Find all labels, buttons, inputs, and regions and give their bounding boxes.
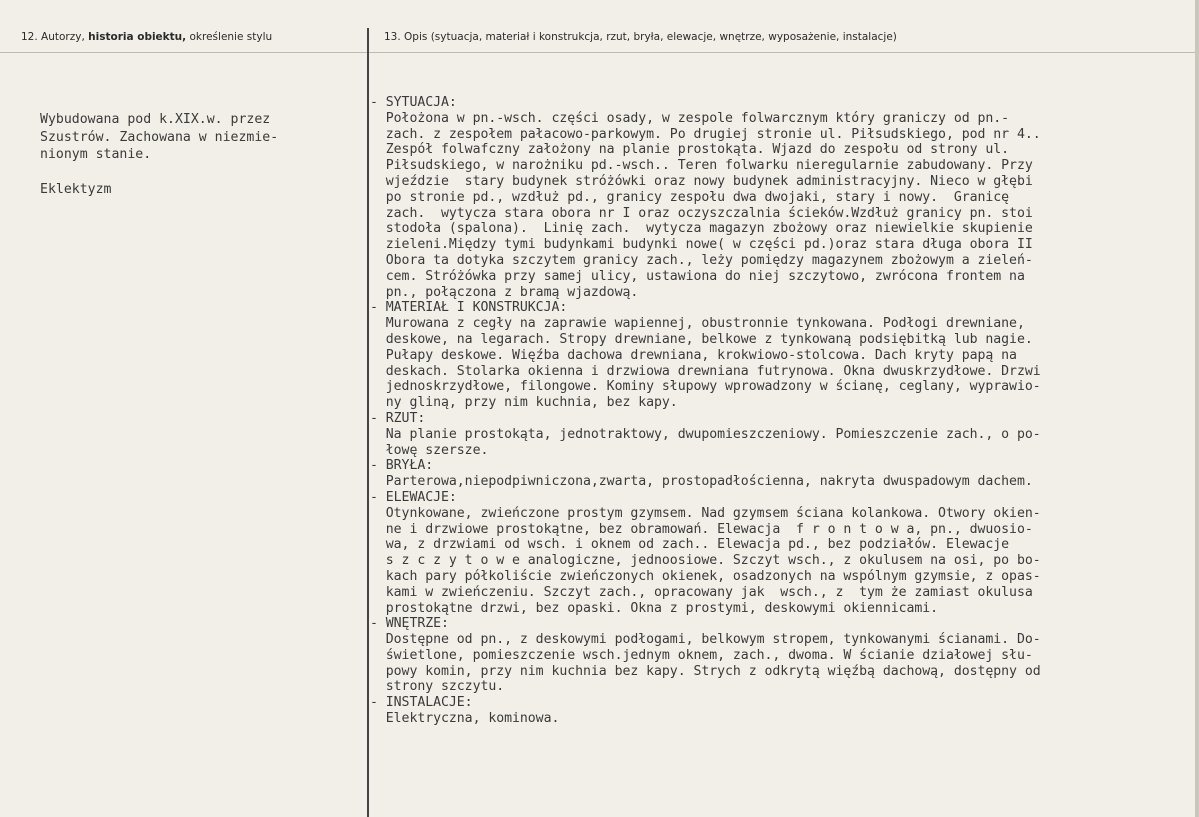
description-line: po stronie pd., wzdłuż pd., granicy zespołu dwa dwojaki, stary i nowy. Granicę xyxy=(370,189,1010,205)
section-12-label-a: Autorzy, xyxy=(41,31,85,43)
description-line: Dostępne od pn., z deskowymi podłogami, belkowym stropem, tynkowanymi ścianami. Do- xyxy=(370,632,1041,648)
description-line: ne i drzwiowe prostokątne, bez obramowań. Elewacja f r o n t o w a, pn., dwuosio- xyxy=(370,521,1033,537)
description-line: Murowana z cegły na zaprawie wapiennej, obustronnie tynkowana. Podłogi drewniane, xyxy=(370,316,1025,332)
description-line: zach. wytycza stara obora nr I oraz oczyszczalnia ścieków.Wzdłuż granicy pn. stoi xyxy=(370,205,1033,221)
description-line: Elektryczna, kominowa. xyxy=(370,711,560,727)
description-line: deskach. Stolarka okienna i drzwiowa drewniana futrynowa. Okna dwuskrzydłowe. Drzwi xyxy=(370,363,1041,379)
description-line: zach. z zespołem pałacowo-parkowym. Po drugiej stronie ul. Piłsudskiego, pod nr 4.. xyxy=(370,126,1041,142)
section-13-label: Opis (sytuacja, materiał i konstrukcja, rzut, bryła, elewacje, wnętrze, wyposażenie, instalacje) xyxy=(404,31,897,43)
section-12-number: 12. xyxy=(21,31,38,43)
description-line: - INSTALACJE: xyxy=(370,695,473,711)
description-line: deskowe, na legarach. Stropy drewniane, belkowe z tynkowaną podsiębitką lub nagie. xyxy=(370,331,1033,347)
description-line: Otynkowane, zwieńczone prostym gzymsem. Nad gzymsem ściana kolankowa. Otwory okien- xyxy=(370,505,1041,521)
section-12-header xyxy=(21,31,272,43)
description-line: wa, z drzwiami od wsch. i oknem od zach.. Elewacja pd., bez podziałów. Elewacje xyxy=(370,537,1010,553)
description-text xyxy=(370,95,1041,727)
description-line: Na planie prostokąta, jednotraktowy, dwupomieszczeniowy. Pomieszczenie zach., o po- xyxy=(370,426,1041,442)
description-line: zieleni.Między tymi budynkami budynki nowe( w części pd.)oraz stara długa obora II xyxy=(370,237,1033,253)
left-text-line: nionym stanie. xyxy=(40,147,152,163)
description-line: - BRYŁA: xyxy=(370,458,434,474)
authors-history-text xyxy=(40,111,278,199)
description-line: kach pary półkoliście zwieńczonych okienek, osadzonych na wspólnym gzymsie, z opas- xyxy=(370,568,1041,584)
description-line: Obora ta dotyka szczytem granicy zach., leży pomiędzy magazynem zbożowym a zieleń- xyxy=(370,252,1033,268)
left-text-line: Wybudowana pod k.XIX.w. przez xyxy=(40,112,271,127)
description-line: łowę szersze. xyxy=(370,442,489,458)
description-line: jednoskrzydłowe, filongowe. Kominy słupowy wprowadzony w ścianę, ceglany, wyprawio- xyxy=(370,379,1041,395)
description-line: - MATERIAŁ I KONSTRUKCJA: xyxy=(370,300,568,316)
column-divider xyxy=(367,28,369,817)
left-text-line: Szustrów. Zachowana w niezmie- xyxy=(40,129,279,145)
description-line: - ELEWACJE: xyxy=(370,489,457,505)
description-line: świetlone, pomieszczenie wsch.jednym oknem, zach., dwoma. W ścianie działowej słu- xyxy=(370,647,1033,663)
description-line: prostokątne drzwi, bez opaski. Okna z prostymi, deskowymi okiennicami. xyxy=(370,600,939,616)
description-line: strony szczytu. xyxy=(370,679,505,695)
description-line: cem. Stróżówka przy samej ulicy, ustawiona do niej szczytowo, zwrócona frontem na xyxy=(370,268,1025,284)
section-13-number: 13. xyxy=(384,31,401,43)
description-line: - SYTUACJA: xyxy=(370,95,457,110)
description-line: Pułapy deskowe. Więźba dachowa drewniana, krokwiowo-stolcowa. Dach kryty papą na xyxy=(370,347,1017,363)
section-13-header xyxy=(384,31,897,43)
description-line: Piłsudskiego, w narożniku pd.-wsch.. Teren folwarku nieregularnie zabudowany. Przy xyxy=(370,158,1033,174)
section-12-label-bold: historia obiektu, xyxy=(88,31,187,43)
description-line: kami w zwieńczeniu. Szczyt zach., opracowany jak wsch., z tym że zamiast okulusa xyxy=(370,584,1033,600)
description-line: wjeździe stary budynek stróżówki oraz nowy budynek administracyjny. Nieco w głębi xyxy=(370,173,1033,189)
description-line: - WNĘTRZE: xyxy=(370,616,449,632)
description-line: stodoła (spalona). Linię zach. wytycza magazyn zbożowy oraz niewielkie skupienie xyxy=(370,221,1033,237)
description-line: Położona w pn.-wsch. części osady, w zespole folwarcznym który graniczy od pn.- xyxy=(370,110,1010,126)
left-text-line xyxy=(40,164,278,182)
description-line: Zespół folwafczny założony na planie prostokąta. Wjazd do zespołu od strony ul. xyxy=(370,142,1010,158)
section-12-label-b: określenie stylu xyxy=(189,31,273,43)
description-line: pn., połączona z bramą wjazdową. xyxy=(370,284,639,300)
description-line: - RZUT: xyxy=(370,410,426,426)
description-line: powy komin, przy nim kuchnia bez kapy. Strych z odkrytą więźbą dachową, dostępny od xyxy=(370,663,1041,679)
left-text-line: Eklektyzm xyxy=(40,182,112,198)
header-rule xyxy=(0,52,1196,53)
page-edge xyxy=(1195,0,1199,817)
description-line: s z c z y t o w e analogiczne, jednoosiowe. Szczyt wsch., z okulusem na osi, po bo- xyxy=(370,553,1041,569)
description-line: ny gliną, przy nim kuchnia, bez kapy. xyxy=(370,395,678,411)
description-line: Parterowa,niepodpiwniczona,zwarta, prostopadłościenna, nakryta dwuspadowym dachem. xyxy=(370,474,1033,490)
